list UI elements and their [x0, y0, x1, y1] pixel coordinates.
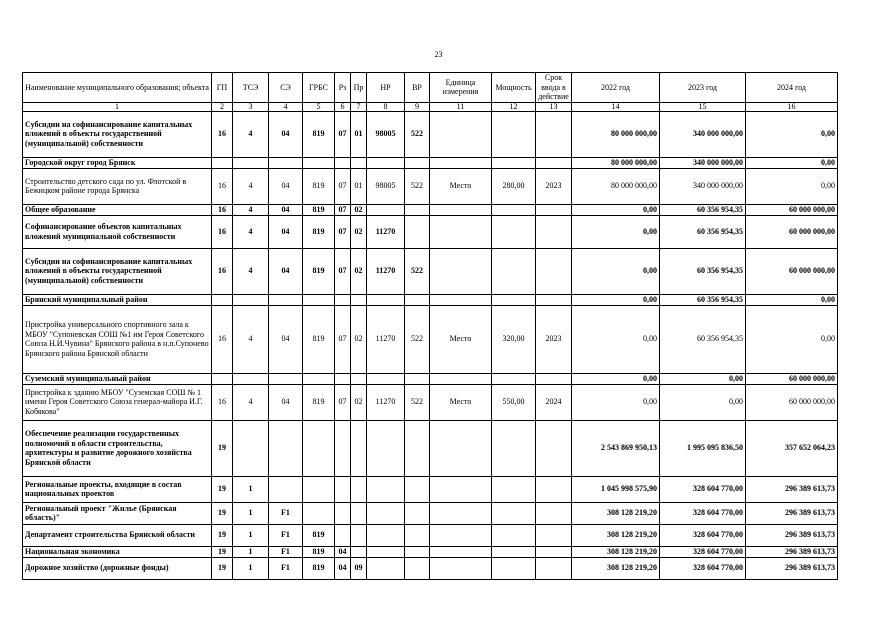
- cell-y2023: 60 356 954,35: [660, 305, 746, 373]
- cell-unit: [430, 557, 492, 579]
- cell-y2024: 357 652 064,23: [746, 420, 838, 476]
- table-row: [23, 168, 838, 204]
- cell-grbs: 819: [303, 215, 335, 248]
- cell-capacity: [492, 546, 536, 557]
- cell-nr: 98005: [367, 168, 405, 204]
- cell-pr: 09: [351, 557, 367, 579]
- cell-rz: 07: [335, 168, 351, 204]
- cell-pr: 02: [351, 384, 367, 420]
- cell-y2022: 308 128 219,20: [572, 546, 660, 557]
- cell-vr: [405, 373, 430, 384]
- cell-vr: 522: [405, 248, 430, 294]
- cell-term: 2023: [536, 305, 572, 373]
- cell-capacity: [492, 111, 536, 157]
- cell-se: 04: [269, 204, 303, 215]
- cell-grbs: [303, 476, 335, 502]
- cell-term: [536, 215, 572, 248]
- cell-grbs: 819: [303, 204, 335, 215]
- header-se: СЭ: [269, 73, 303, 103]
- table-row: [23, 420, 838, 476]
- cell-y2024: 60 000 000,00: [746, 215, 838, 248]
- cell-rz: [335, 502, 351, 524]
- cell-nr: [367, 546, 405, 557]
- cell-grbs: 819: [303, 248, 335, 294]
- cell-term: [536, 546, 572, 557]
- cell-vr: [405, 294, 430, 305]
- cell-term: [536, 111, 572, 157]
- cell-se: 04: [269, 384, 303, 420]
- header-2022: 2022 год: [572, 73, 660, 103]
- cell-rz: [335, 476, 351, 502]
- cell-nr: [367, 373, 405, 384]
- cell-grbs: 819: [303, 557, 335, 579]
- cell-rz: [335, 373, 351, 384]
- cell-se: 04: [269, 215, 303, 248]
- cell-term: [536, 157, 572, 168]
- cell-y2024: 296 389 613,73: [746, 524, 838, 546]
- cell-vr: 522: [405, 168, 430, 204]
- cell-vr: [405, 476, 430, 502]
- cell-unit: [430, 546, 492, 557]
- cell-tse: 4: [233, 204, 269, 215]
- cell-name: Национальная экономика: [23, 546, 212, 557]
- cell-gp: 19: [212, 546, 233, 557]
- cell-term: [536, 294, 572, 305]
- cell-se: [269, 157, 303, 168]
- cell-gp: [212, 373, 233, 384]
- cell-y2023: 60 356 954,35: [660, 215, 746, 248]
- cell-name: Суземский муниципальный район: [23, 373, 212, 384]
- cell-name: Обеспечение реализации государственных полномочий в области строительства, архитектуры и развитие дорожного хозяйства Брянской области: [23, 420, 212, 476]
- cell-pr: 01: [351, 168, 367, 204]
- cell-rz: 07: [335, 111, 351, 157]
- table-body: [23, 111, 838, 579]
- cell-y2023: 0,00: [660, 384, 746, 420]
- header-capacity: Мощность: [492, 73, 536, 103]
- cell-nr: [367, 294, 405, 305]
- cell-grbs: 819: [303, 305, 335, 373]
- cell-term: [536, 204, 572, 215]
- cell-nr: 11270: [367, 305, 405, 373]
- cell-name: Дорожное хозяйство (дорожные фонды): [23, 557, 212, 579]
- cell-y2022: 80 000 000,00: [572, 157, 660, 168]
- cell-pr: 01: [351, 111, 367, 157]
- cell-unit: [430, 248, 492, 294]
- cell-tse: 1: [233, 524, 269, 546]
- cell-se: F1: [269, 557, 303, 579]
- cell-rz: [335, 420, 351, 476]
- cell-pr: [351, 420, 367, 476]
- cell-gp: 16: [212, 111, 233, 157]
- cell-name: Региональный проект "Жилье (Брянская область)": [23, 502, 212, 524]
- cell-y2024: 60 000 000,00: [746, 204, 838, 215]
- cell-rz: 04: [335, 546, 351, 557]
- header-name: Наименование муниципального образования; объекта: [23, 73, 212, 103]
- cell-y2024: 296 389 613,73: [746, 476, 838, 502]
- cell-pr: [351, 476, 367, 502]
- cell-nr: 11270: [367, 248, 405, 294]
- cell-y2024: 60 000 000,00: [746, 373, 838, 384]
- cell-term: [536, 248, 572, 294]
- cell-gp: 16: [212, 248, 233, 294]
- cell-capacity: [492, 215, 536, 248]
- cell-capacity: [492, 502, 536, 524]
- cell-vr: [405, 557, 430, 579]
- column-number: 1: [23, 102, 212, 111]
- column-number: 11: [430, 102, 492, 111]
- cell-term: [536, 557, 572, 579]
- cell-capacity: [492, 248, 536, 294]
- cell-rz: 07: [335, 305, 351, 373]
- cell-grbs: 819: [303, 168, 335, 204]
- cell-term: [536, 373, 572, 384]
- cell-se: [269, 294, 303, 305]
- cell-se: F1: [269, 546, 303, 557]
- column-number: 4: [269, 102, 303, 111]
- cell-nr: 11270: [367, 215, 405, 248]
- cell-vr: [405, 420, 430, 476]
- column-number: 7: [351, 102, 367, 111]
- cell-y2023: 328 604 770,00: [660, 546, 746, 557]
- cell-y2022: 80 000 000,00: [572, 168, 660, 204]
- table-row: [23, 476, 838, 502]
- cell-y2022: 0,00: [572, 294, 660, 305]
- cell-tse: 4: [233, 305, 269, 373]
- cell-nr: [367, 204, 405, 215]
- table-row: [23, 215, 838, 248]
- cell-y2024: 0,00: [746, 305, 838, 373]
- table-row: [23, 546, 838, 557]
- cell-nr: [367, 557, 405, 579]
- cell-pr: [351, 373, 367, 384]
- cell-capacity: [492, 204, 536, 215]
- cell-se: F1: [269, 524, 303, 546]
- cell-term: [536, 476, 572, 502]
- cell-rz: 07: [335, 248, 351, 294]
- cell-vr: 522: [405, 305, 430, 373]
- cell-grbs: [303, 373, 335, 384]
- cell-vr: [405, 524, 430, 546]
- cell-y2022: 0,00: [572, 204, 660, 215]
- cell-capacity: [492, 373, 536, 384]
- table-row: [23, 557, 838, 579]
- cell-grbs: 819: [303, 111, 335, 157]
- header-row: [23, 73, 838, 103]
- cell-tse: 1: [233, 557, 269, 579]
- cell-capacity: [492, 420, 536, 476]
- cell-rz: [335, 524, 351, 546]
- cell-unit: Место: [430, 305, 492, 373]
- column-number: 2: [212, 102, 233, 111]
- cell-y2023: 1 995 095 836,50: [660, 420, 746, 476]
- cell-gp: 16: [212, 168, 233, 204]
- cell-pr: 02: [351, 215, 367, 248]
- header-gp: ГП: [212, 73, 233, 103]
- column-number: 5: [303, 102, 335, 111]
- cell-term: 2023: [536, 168, 572, 204]
- header-2024: 2024 год: [746, 73, 838, 103]
- cell-vr: [405, 215, 430, 248]
- cell-y2022: 308 128 219,20: [572, 502, 660, 524]
- column-number: 8: [367, 102, 405, 111]
- page-number: 23: [434, 50, 443, 59]
- cell-y2024: 60 000 000,00: [746, 384, 838, 420]
- cell-tse: 4: [233, 248, 269, 294]
- cell-y2023: 0,00: [660, 373, 746, 384]
- cell-name: Пристройка к зданию МБОУ "Суземская СОШ № 1 имени Героя Советского Союза генерал-майора И.Г. Кобякова": [23, 384, 212, 420]
- cell-y2023: 328 604 770,00: [660, 502, 746, 524]
- cell-y2022: 1 045 998 575,90: [572, 476, 660, 502]
- cell-y2023: 60 356 954,35: [660, 204, 746, 215]
- table-row: [23, 248, 838, 294]
- cell-unit: Место: [430, 384, 492, 420]
- cell-capacity: [492, 524, 536, 546]
- header-2023: 2023 год: [660, 73, 746, 103]
- table-row: [23, 384, 838, 420]
- cell-gp: 16: [212, 204, 233, 215]
- cell-grbs: 819: [303, 546, 335, 557]
- cell-name: Брянский муниципальный район: [23, 294, 212, 305]
- cell-vr: [405, 157, 430, 168]
- cell-y2022: 0,00: [572, 373, 660, 384]
- cell-se: 04: [269, 111, 303, 157]
- cell-pr: [351, 502, 367, 524]
- header-tse: ТСЭ: [233, 73, 269, 103]
- cell-y2022: 0,00: [572, 215, 660, 248]
- cell-tse: [233, 420, 269, 476]
- budget-table: [22, 72, 838, 580]
- cell-unit: [430, 373, 492, 384]
- cell-unit: [430, 476, 492, 502]
- cell-y2023: 328 604 770,00: [660, 524, 746, 546]
- cell-unit: [430, 524, 492, 546]
- cell-pr: [351, 546, 367, 557]
- cell-y2024: 0,00: [746, 111, 838, 157]
- cell-gp: 19: [212, 524, 233, 546]
- cell-grbs: [303, 502, 335, 524]
- cell-y2024: 296 389 613,73: [746, 546, 838, 557]
- cell-se: 04: [269, 168, 303, 204]
- column-number: 14: [572, 102, 660, 111]
- cell-y2023: 340 000 000,00: [660, 168, 746, 204]
- column-number: 9: [405, 102, 430, 111]
- cell-gp: 16: [212, 384, 233, 420]
- cell-rz: 07: [335, 215, 351, 248]
- cell-grbs: [303, 157, 335, 168]
- table-row: [23, 157, 838, 168]
- cell-name: Субсидии на софинансирование капитальных вложений в объекты государственной (муниципальной) собственности: [23, 248, 212, 294]
- header-unit: Единица измерения: [430, 73, 492, 103]
- cell-pr: 02: [351, 204, 367, 215]
- cell-name: Общее образование: [23, 204, 212, 215]
- cell-y2024: 60 000 000,00: [746, 248, 838, 294]
- cell-nr: [367, 502, 405, 524]
- cell-se: 04: [269, 248, 303, 294]
- column-number: 13: [536, 102, 572, 111]
- header-grbs: ГРБС: [303, 73, 335, 103]
- cell-nr: [367, 157, 405, 168]
- cell-y2022: 0,00: [572, 248, 660, 294]
- cell-name: Субсидии на софинансирование капитальных вложений в объекты государственной (муниципальной) собственности: [23, 111, 212, 157]
- cell-tse: 4: [233, 168, 269, 204]
- column-number: 15: [660, 102, 746, 111]
- cell-tse: 4: [233, 215, 269, 248]
- cell-y2023: 60 356 954,35: [660, 248, 746, 294]
- cell-tse: 4: [233, 384, 269, 420]
- cell-capacity: [492, 476, 536, 502]
- cell-rz: 07: [335, 384, 351, 420]
- cell-vr: [405, 502, 430, 524]
- cell-term: [536, 420, 572, 476]
- cell-name: Региональные проекты, входящие в состав национальных проектов: [23, 476, 212, 502]
- cell-y2023: 328 604 770,00: [660, 557, 746, 579]
- cell-y2022: 2 543 869 950,13: [572, 420, 660, 476]
- cell-nr: [367, 524, 405, 546]
- cell-capacity: 320,00: [492, 305, 536, 373]
- cell-unit: [430, 294, 492, 305]
- cell-gp: 19: [212, 502, 233, 524]
- header-pr: Пр: [351, 73, 367, 103]
- cell-y2024: 0,00: [746, 157, 838, 168]
- header-rz: Рз: [335, 73, 351, 103]
- cell-pr: [351, 157, 367, 168]
- cell-y2023: 60 356 954,35: [660, 294, 746, 305]
- header-nr: НР: [367, 73, 405, 103]
- cell-se: [269, 476, 303, 502]
- cell-y2022: 308 128 219,20: [572, 524, 660, 546]
- cell-grbs: 819: [303, 524, 335, 546]
- cell-capacity: 550,00: [492, 384, 536, 420]
- cell-tse: 1: [233, 502, 269, 524]
- cell-capacity: [492, 294, 536, 305]
- table-row: [23, 294, 838, 305]
- cell-nr: [367, 420, 405, 476]
- cell-y2024: 296 389 613,73: [746, 502, 838, 524]
- cell-y2022: 308 128 219,20: [572, 557, 660, 579]
- cell-vr: 522: [405, 111, 430, 157]
- cell-unit: [430, 502, 492, 524]
- table-row: [23, 204, 838, 215]
- cell-se: [269, 373, 303, 384]
- cell-pr: [351, 524, 367, 546]
- cell-tse: [233, 294, 269, 305]
- cell-grbs: [303, 420, 335, 476]
- cell-se: 04: [269, 305, 303, 373]
- cell-gp: [212, 294, 233, 305]
- cell-gp: 16: [212, 215, 233, 248]
- cell-se: F1: [269, 502, 303, 524]
- cell-term: 2024: [536, 384, 572, 420]
- cell-term: [536, 524, 572, 546]
- cell-y2024: 0,00: [746, 168, 838, 204]
- cell-gp: [212, 157, 233, 168]
- cell-name: Городской округ город Брянск: [23, 157, 212, 168]
- column-number-row: [23, 102, 838, 111]
- cell-y2024: 0,00: [746, 294, 838, 305]
- cell-y2022: 0,00: [572, 384, 660, 420]
- column-number: 3: [233, 102, 269, 111]
- cell-name: Софинансирование объектов капитальных вложений муниципальной собственности: [23, 215, 212, 248]
- column-number: 16: [746, 102, 838, 111]
- cell-pr: [351, 294, 367, 305]
- cell-unit: [430, 420, 492, 476]
- cell-pr: 02: [351, 248, 367, 294]
- cell-capacity: [492, 157, 536, 168]
- cell-capacity: 280,00: [492, 168, 536, 204]
- cell-term: [536, 502, 572, 524]
- cell-nr: 11270: [367, 384, 405, 420]
- cell-nr: 98005: [367, 111, 405, 157]
- cell-name: Строительство детского сада по ул. Флотской в Бежицком районе города Брянска: [23, 168, 212, 204]
- cell-y2023: 340 000 000,00: [660, 157, 746, 168]
- cell-vr: [405, 204, 430, 215]
- table-row: [23, 502, 838, 524]
- cell-tse: [233, 157, 269, 168]
- cell-se: [269, 420, 303, 476]
- cell-grbs: 819: [303, 384, 335, 420]
- table-row: [23, 524, 838, 546]
- table-row: [23, 305, 838, 373]
- cell-name: Пристройка универсального спортивного зала к МБОУ "Супоневская СОШ №1 им Героя Советского Союза Н.И.Чувина" Брянского района в н.п.Супонево Брянского района Брянской области: [23, 305, 212, 373]
- column-number: 12: [492, 102, 536, 111]
- cell-rz: [335, 157, 351, 168]
- cell-y2023: 340 000 000,00: [660, 111, 746, 157]
- cell-vr: [405, 546, 430, 557]
- cell-tse: 1: [233, 546, 269, 557]
- cell-nr: [367, 476, 405, 502]
- cell-y2022: 80 000 000,00: [572, 111, 660, 157]
- cell-gp: 19: [212, 476, 233, 502]
- cell-unit: [430, 204, 492, 215]
- cell-gp: 19: [212, 557, 233, 579]
- cell-y2023: 328 604 770,00: [660, 476, 746, 502]
- cell-gp: 19: [212, 420, 233, 476]
- cell-rz: [335, 294, 351, 305]
- cell-unit: [430, 215, 492, 248]
- table-row: [23, 111, 838, 157]
- cell-tse: 1: [233, 476, 269, 502]
- cell-grbs: [303, 294, 335, 305]
- cell-unit: Место: [430, 168, 492, 204]
- column-number: 6: [335, 102, 351, 111]
- cell-y2024: 296 389 613,73: [746, 557, 838, 579]
- cell-vr: 522: [405, 384, 430, 420]
- cell-tse: 4: [233, 111, 269, 157]
- header-vr: ВР: [405, 73, 430, 103]
- cell-rz: 07: [335, 204, 351, 215]
- cell-capacity: [492, 557, 536, 579]
- cell-unit: [430, 111, 492, 157]
- table-row: [23, 373, 838, 384]
- cell-rz: 04: [335, 557, 351, 579]
- cell-y2022: 0,00: [572, 305, 660, 373]
- cell-name: Департамент строительства Брянской области: [23, 524, 212, 546]
- cell-tse: [233, 373, 269, 384]
- header-term: Срок ввода в действие: [536, 73, 572, 103]
- cell-unit: [430, 157, 492, 168]
- cell-gp: 16: [212, 305, 233, 373]
- cell-pr: 02: [351, 305, 367, 373]
